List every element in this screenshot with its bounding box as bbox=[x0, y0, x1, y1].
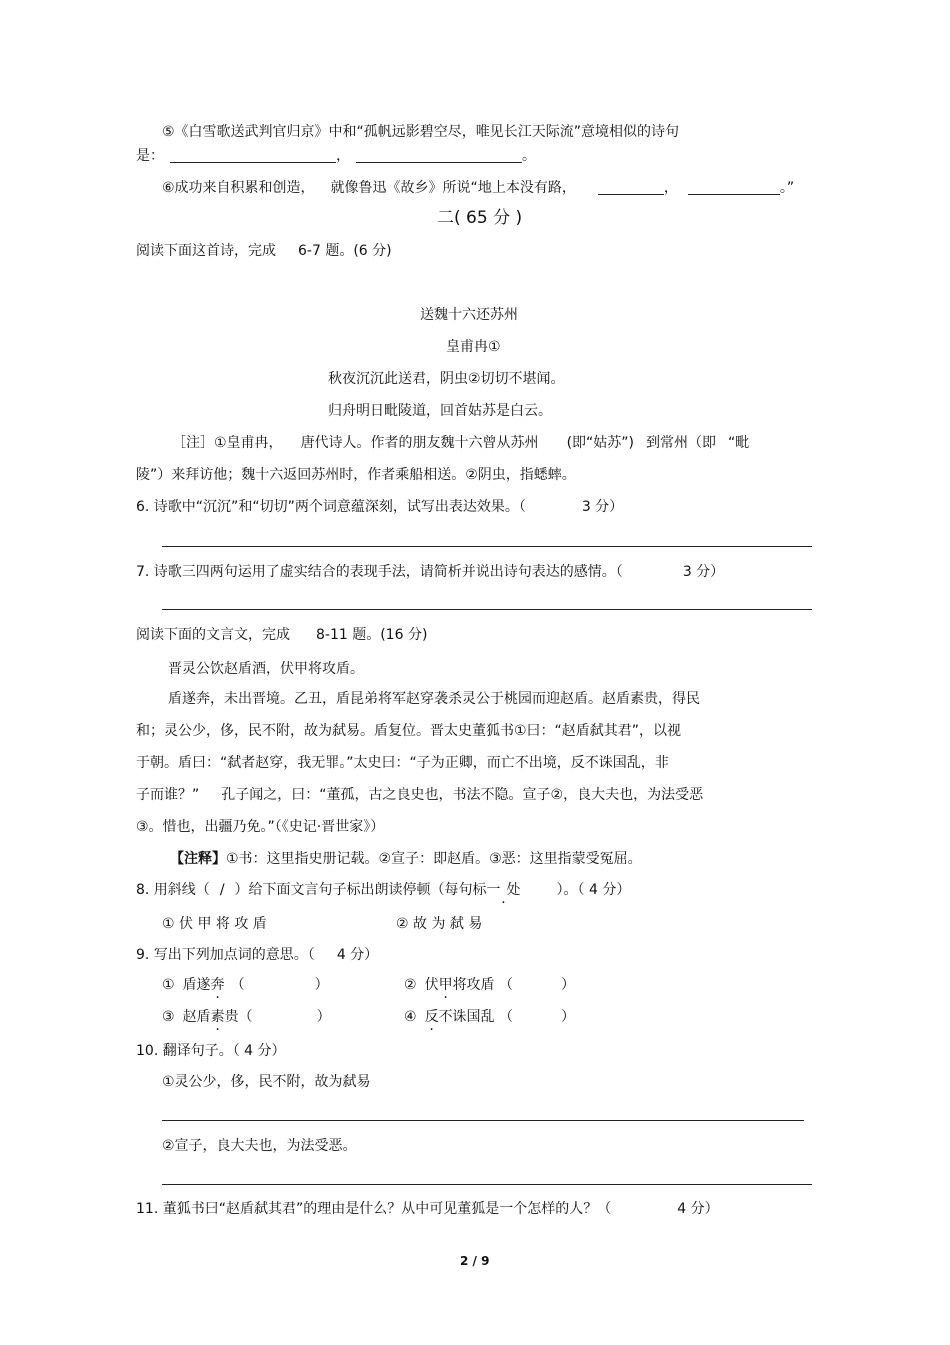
item-number: ③ bbox=[162, 1009, 175, 1025]
item-number: ① bbox=[162, 977, 175, 993]
page-number: 2 / 9 bbox=[460, 1254, 490, 1268]
question-9-text: 9. 写出下列加点词的意思。（ bbox=[136, 947, 315, 963]
item-paren-open: 贵（ bbox=[224, 1009, 253, 1025]
item-paren-close: ） bbox=[314, 977, 329, 993]
fill-item-5-line2 bbox=[136, 147, 536, 165]
fill-item-6-middle: 就像鲁迅《故乡》所说“地上本没有路， bbox=[330, 180, 576, 196]
note-part: 到常州（即 bbox=[646, 435, 716, 451]
section-title: 二( 65 分 ) bbox=[437, 208, 523, 228]
question-10: 10. 翻译句子。（ 4 分） bbox=[136, 1043, 286, 1059]
q8-option-1: ① 伏 甲 将 攻 盾 bbox=[162, 916, 267, 932]
prose-line-1: 盾遂奔，未出晋境。乙丑，盾昆弟将军赵穿袭杀灵公于桃园而迎赵盾。赵盾素贵，得民 bbox=[168, 691, 700, 707]
answer-blank[interactable] bbox=[356, 148, 522, 163]
slash-mark: / bbox=[219, 882, 225, 898]
notes-text: ①书：这里指史册记载。②宣子：即赵盾。③恶：这里指蒙受冤屈。 bbox=[226, 851, 642, 867]
answer-line-q7[interactable] bbox=[162, 609, 812, 610]
fill-item-5-prefix: 是： bbox=[136, 148, 164, 164]
fill-item-6-prefix: ⑥成功来自积累和创造， bbox=[162, 180, 315, 196]
question-6-text: 6. 诗歌中“沉沉”和“切切”两个词意蕴深刻，试写出表达效果。（ bbox=[136, 499, 526, 515]
item-paren-open: 将攻盾 （ bbox=[452, 977, 514, 993]
answer-blank[interactable] bbox=[170, 148, 336, 163]
note-part: ［注］①皇甫冉， bbox=[172, 435, 283, 451]
prose-line-4a: 子而谁？” bbox=[136, 787, 200, 803]
fill-item-5-line1: ⑤《白雪歌送武判官归京》中和“孤帆远影碧空尽，唯见长江天际流”意境相似的诗句 bbox=[162, 124, 680, 140]
question-11-score: 4 分） bbox=[677, 1201, 719, 1217]
answer-blank[interactable] bbox=[598, 180, 664, 195]
dotted-emphasis: 一处 bbox=[486, 882, 527, 898]
question-9-score: 4 分） bbox=[336, 947, 379, 963]
item-paren-close: ） bbox=[316, 1009, 331, 1025]
answer-line-q10-2[interactable] bbox=[162, 1184, 812, 1185]
prose-instruction-a: 阅读下面的文言文，完成 bbox=[136, 627, 290, 643]
item-text: 伏 bbox=[424, 977, 439, 993]
q9-item-c bbox=[162, 1008, 331, 1026]
q10-sentence-1: ①灵公少，侈，民不附，故为弑易 bbox=[162, 1074, 371, 1090]
prose-line-5: ③。惜也，出疆乃免。”（《史记·晋世家》） bbox=[136, 819, 385, 835]
question-11-text: 11. 董狐书曰“赵盾弑其君”的理由是什么？从中可见董狐是一个怎样的人？（ bbox=[136, 1201, 612, 1217]
question-8 bbox=[136, 881, 630, 899]
comma: ， bbox=[663, 180, 678, 196]
item-number: ② bbox=[404, 977, 417, 993]
question-6 bbox=[136, 498, 623, 516]
q8-option-2: ② 故 为 弑 易 bbox=[396, 916, 483, 932]
question-8-text-b: ）给下面文言句子标出朗读停顿（每句标 bbox=[234, 882, 487, 898]
item-paren-close: ） bbox=[561, 1009, 576, 1025]
prose-title-line: 晋灵公饮赵盾酒，伏甲将攻盾。 bbox=[168, 661, 364, 677]
poem-author: 皇甫冉① bbox=[446, 339, 501, 355]
prose-line-2: 和；灵公少，侈，民不附，故为弑易。盾复位。晋太史董狐书①曰：“赵盾弑其君”，以视 bbox=[136, 723, 682, 739]
q10-sentence-2: ②宣子，良大夫也，为法受恶。 bbox=[162, 1138, 357, 1154]
item-paren-close: ） bbox=[561, 977, 576, 993]
answer-line-q6[interactable] bbox=[162, 546, 812, 547]
question-8-text-a: 8. 用斜线（ bbox=[136, 882, 210, 898]
note-part: (即“姑苏”) bbox=[566, 435, 634, 451]
dotted-word: 反 bbox=[424, 1009, 439, 1025]
period: 。 bbox=[522, 148, 536, 164]
note-part: “毗 bbox=[728, 435, 750, 451]
item-text: 赵盾 bbox=[182, 1009, 211, 1025]
poem-note-line-1 bbox=[172, 434, 749, 452]
item-paren-open: （ bbox=[230, 977, 245, 993]
question-6-score: 3 分） bbox=[581, 499, 624, 515]
question-7 bbox=[136, 563, 724, 581]
prose-line-4b: 孔子闻之，曰：“董孤，古之良史也，书法不隐。宣子②，良大夫也，为法受恶 bbox=[221, 787, 704, 803]
dotted-word: 奔 bbox=[210, 977, 225, 993]
question-7-score: 3 分） bbox=[682, 564, 725, 580]
comma: ， bbox=[336, 148, 350, 164]
prose-notes bbox=[170, 850, 642, 868]
item-paren-open: 不诛国乱 （ bbox=[438, 1009, 514, 1025]
period: 。” bbox=[779, 180, 795, 196]
poem-instruction-a: 阅读下面这首诗，完成 bbox=[136, 243, 276, 259]
question-8-text-c: ）。（ 4 分） bbox=[556, 882, 631, 898]
item-text: 盾遂 bbox=[182, 977, 211, 993]
q9-item-a bbox=[162, 976, 329, 994]
poem-instruction bbox=[136, 242, 392, 260]
prose-line-3: 于朝。盾曰：“弑者赵穿，我无罪。”太史曰：“子为正卿，而亡不出境，反不诛国乱，非 bbox=[136, 755, 669, 771]
prose-instruction bbox=[136, 626, 427, 644]
poem-instruction-b: 6-7 题。(6 分) bbox=[298, 243, 392, 259]
note-part: 唐代诗人。作者的朋友魏十六曾从苏州 bbox=[300, 435, 539, 451]
dotted-word: 甲 bbox=[438, 977, 453, 993]
question-9 bbox=[136, 946, 378, 964]
fill-item-6 bbox=[162, 179, 794, 197]
prose-instruction-b: 8-11 题。(16 分) bbox=[316, 627, 428, 643]
poem-note-line-2: 陵”）来拜访他；魏十六返回苏州时，作者乘船相送。②阴虫，指蟋蟀。 bbox=[136, 467, 576, 483]
notes-label: 【注释】 bbox=[170, 851, 226, 867]
poem-title: 送魏十六还苏州 bbox=[420, 307, 518, 323]
q9-item-b bbox=[404, 976, 575, 994]
prose-line-4 bbox=[136, 786, 703, 804]
answer-blank[interactable] bbox=[688, 180, 780, 195]
question-11 bbox=[136, 1200, 719, 1218]
item-number: ④ bbox=[404, 1009, 417, 1025]
q9-item-d bbox=[404, 1008, 575, 1026]
answer-line-q10-1[interactable] bbox=[162, 1120, 804, 1121]
dotted-word: 素 bbox=[210, 1009, 225, 1025]
poem-line-2: 归舟明日毗陵道，回首姑苏是白云。 bbox=[328, 403, 552, 419]
poem-line-1: 秋夜沉沉此送君，阴虫②切切不堪闻。 bbox=[328, 371, 565, 387]
question-7-text: 7. 诗歌三四两句运用了虚实结合的表现手法，请简析并说出诗句表达的感情。（ bbox=[136, 564, 623, 580]
